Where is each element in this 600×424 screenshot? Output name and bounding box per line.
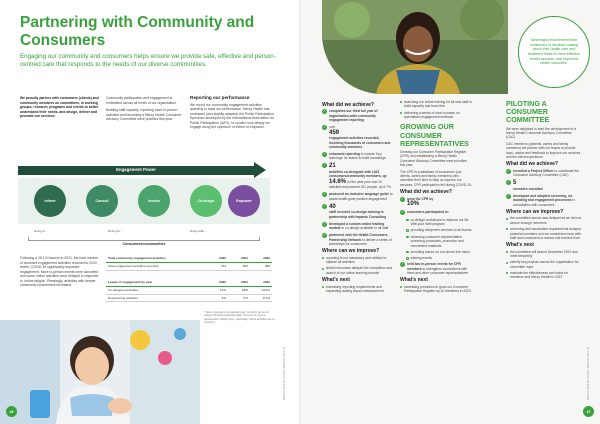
achievement-big-number: 21 <box>329 163 336 170</box>
achievement-lead: over <box>329 125 336 130</box>
achievement-big-number: 459 <box>329 129 340 136</box>
table-header-cell: Levels of engagement by year <box>106 279 206 286</box>
committee-heading: PILOTING A CONSUMER COMMITTEE <box>506 99 550 125</box>
table-header-cell: 2022 <box>250 255 272 262</box>
table-row <box>106 286 272 294</box>
improve-item <box>322 266 394 275</box>
engagement-power-label: Engagement Power <box>116 167 156 172</box>
achievement-body: to include 'key learnings' for teams to build knowledge <box>329 152 386 161</box>
committee-next-text: evaluate the effectiveness and value for members and Mercy Health in 2023 <box>510 270 569 280</box>
table-cell: 18% <box>228 286 250 294</box>
check-icon: ✓ <box>322 192 326 197</box>
achievement-lead: completed our third full year of organisation-wide community engagement reporting <box>329 109 378 123</box>
table-header-cell: 2020 <box>206 255 228 262</box>
participated-sub-item <box>406 228 472 232</box>
committee-body: to coordinate the Consumer Advisory Committee (CAC) <box>513 168 579 178</box>
table-row <box>106 262 272 270</box>
committee-next-heading: What's next <box>506 242 534 249</box>
table-cell: 458 <box>250 262 272 270</box>
check-icon: ✓ <box>322 109 326 114</box>
achievements-column <box>322 100 394 295</box>
committee-para-2: CAC members (patients, carers and family members) will partner with our teams to provide input, advice and feedback to improve our services and the client experience. <box>506 141 581 160</box>
committee-improve-heading: Where can we improve? <box>506 209 564 216</box>
achievement-item <box>322 163 394 189</box>
committee-big-number: 5 <box>513 180 517 187</box>
consumers-label: Consumers/communities <box>122 242 166 246</box>
spectrum-step-empower: Empower <box>228 185 260 217</box>
left-side-caption: MERCY HEALTH ANNUAL REPORT 2021–22 <box>283 346 286 400</box>
participated-item <box>400 210 472 215</box>
achievement-body: staff received co-design training in partnership with Impacts Consulting <box>329 210 387 219</box>
achievement-item <box>322 125 394 149</box>
table-cell: 593 <box>228 262 250 270</box>
bullet-icon <box>506 272 508 274</box>
committee-body: members recruited <box>513 186 543 191</box>
grow-big: 10% <box>407 201 420 208</box>
achievement-body: engagement activities recorded, involving thousands of consumers and community members <box>329 136 391 150</box>
engagement-levels-table <box>106 279 272 302</box>
achievement-item <box>322 109 394 122</box>
achievement-lead: enhanced reporting <box>329 152 360 157</box>
reps-next-item <box>400 285 472 294</box>
spectrum-step-codesign: Co-design <box>190 185 222 217</box>
committee-improve-text: the committee launch was delayed as we did not secure enough members <box>510 216 581 225</box>
participated-sub-item <box>406 250 472 254</box>
participated-sub-item <box>406 256 472 260</box>
participated-lead: consumers participated in: <box>407 210 450 215</box>
achieve-heading: What did we achieve? <box>322 102 374 108</box>
table-header-cell: 2021 <box>228 279 250 286</box>
reps-achieve-heading: What did we achieve? <box>400 189 452 196</box>
circle-bullet-icon <box>406 219 409 222</box>
participation-text <box>106 96 184 122</box>
committee-next-text: the committee will launch December 2022 and meet bimonthly <box>510 249 578 259</box>
check-icon: ✓ <box>506 168 510 173</box>
table-header-cell: 2021 <box>228 255 250 262</box>
table-cell: 14.6% <box>250 286 272 294</box>
committee-improve-text: screening and vaccination requirements delayed potential members and we considered more with staff and consumers to reduce exit barriers from <box>510 227 581 240</box>
table-cell: Total engagement activities recorded <box>106 262 206 270</box>
check-icon: ✓ <box>322 221 326 226</box>
committee-improve-item <box>506 227 582 240</box>
bullet-icon <box>400 112 402 114</box>
achievement-lead: produced an inclusive language guide <box>329 192 389 197</box>
table-cell: 12% <box>206 286 228 294</box>
grow-item <box>400 197 472 208</box>
participated-text: co-design workshops to improve our Be Well your Well program <box>410 217 469 227</box>
reps-next-text: increasing promotion to grow our Consumer Participation Register by 20 members in 2023 <box>404 284 471 294</box>
check-icon: ✓ <box>400 262 404 267</box>
bullet-icon <box>506 218 508 220</box>
bullet-icon <box>506 228 508 230</box>
held-body: to strengthen connections with them and other consumer representatives <box>407 266 469 275</box>
check-icon: ✓ <box>322 152 326 157</box>
participation-para-1: Community participation and engagement is embedded across all levels of our organisation. <box>106 96 177 105</box>
table-header-row <box>106 255 272 262</box>
table-header-cell: Total community engagement activities <box>106 255 206 262</box>
held-item <box>400 262 472 275</box>
table-header-cell: 2022 <box>250 279 272 286</box>
check-icon: ✓ <box>400 210 404 215</box>
achievement-item <box>322 152 394 161</box>
woman-photo <box>322 0 508 94</box>
consumer-reps-heading: GROWING OUR CONSUMER REPRESENTATIVES <box>400 122 469 148</box>
consumers-bracket <box>28 237 260 241</box>
page-title: Partnering with Community and Consumers <box>20 14 255 49</box>
achievement-tail: on the year prior and 20 activities empowered 321 people, up 8.7% <box>329 179 391 190</box>
achievement-body: to deliver a series of workshops for consumers <box>329 237 392 247</box>
reporting-heading: Reporting our performance <box>190 95 250 100</box>
pre-item <box>400 100 472 109</box>
committee-improve-item <box>506 216 582 225</box>
check-icon: ✓ <box>506 193 510 198</box>
consumer-reps-para-2: The CPR is a database of consumers (our clients, carers and family members) who volunteer their time to help us improve our services. CPR participation fell during COVID-19. <box>400 169 472 187</box>
committee-body: in consultation with consumers <box>513 198 575 207</box>
table-cell: Empowering activities <box>106 294 206 302</box>
circle-bullet-icon <box>406 236 409 239</box>
table-header-cell: 2020 <box>206 279 228 286</box>
consumer-reps-para-1: Growing our Consumer Participation Register (CPR) and establishing a Mercy Health Consumer Advisory Committee were priorities this year. <box>400 150 467 168</box>
doing-for-label: Doing for… <box>108 229 124 233</box>
pre-item <box>400 111 472 120</box>
intro-text: Engaging our community and consumers helps ensure we provide safe, effective and person-centred care that responds to the needs of our diverse communities. <box>20 53 276 68</box>
next-item <box>322 285 394 294</box>
reporting-text: We report our community engagement activities quarterly to track our performance. Mercy Health has embraced (and slightly adapted) the Public Participation Spectrum developed by the International Association for Public Participation (IAP2), to monitor how deeply we engage along the spectrum of inform to empower. <box>190 102 274 129</box>
bullet-icon <box>322 286 324 288</box>
achievement-body: activities co-designed with 1323 consumers/community members, up <box>329 170 387 179</box>
achievement-item <box>322 204 394 219</box>
participated-sub-item <box>406 218 472 227</box>
engagement-totals-table <box>106 255 272 271</box>
bullet-icon <box>506 262 508 264</box>
held-lead: held two in-person events for CPR members <box>407 262 461 271</box>
check-icon: ✓ <box>400 196 404 201</box>
pre-text: launching our online training for all new staff to build capacity and learn this <box>404 100 472 109</box>
achievement-lead: developed a custom online training module <box>329 221 385 231</box>
doing-to-label: Doing to… <box>34 229 49 233</box>
achievement-lead: partnered with the Health Consumers Partnership Network <box>329 233 388 242</box>
improve-item <box>322 256 394 265</box>
table-cell: 474 <box>206 262 228 270</box>
partner-text: We proudly partner with consumers (clients) and community members on committees, in working groups, research, programs and events to better understand their needs, and design, deliver and promote our services. <box>20 96 99 118</box>
bullet-icon <box>322 268 324 270</box>
table-cell: 8.7% <box>250 294 272 302</box>
improve-text: reporting is not mandatory and unlikely to capture all activities <box>326 255 387 265</box>
table-cell: Co-designed activities <box>106 286 206 294</box>
next-heading: What's next <box>322 277 350 284</box>
bullet-icon <box>400 286 402 288</box>
table-note: * Note: reporting is by calendar year. Currently we do not collect individual participant data. This picture may be represented multiple times, particularly where activities are re-occurring. <box>204 311 276 324</box>
achievement-item <box>322 233 394 246</box>
committee-column <box>506 100 582 282</box>
participation-para-2: Building staff capacity, reporting more in-person activities and launching a Mercy Health Consumer Advisory Committee were priorities this year. <box>106 108 182 121</box>
improve-heading: Where can we improve? <box>322 248 380 255</box>
check-icon: ✓ <box>506 180 510 185</box>
participated-sub-item <box>406 235 472 248</box>
committee-lead: developed and adopted screening, on-boarding and engagement processes <box>513 193 574 203</box>
grow-lead: grew the CPR by <box>407 196 434 201</box>
achievement-item <box>322 192 394 201</box>
pull-quote: Meaningful involvement from consumers in decision-making about their health care and treatment leads to more effective health services, and improved health outcomes. <box>518 16 590 88</box>
participated-text: training events <box>410 255 433 260</box>
committee-para-1: We were delighted to start the development of a Mercy Health Consumer Advisory Committee (CAC). <box>506 126 576 140</box>
improve-text: limited resources delayed the completion and launch of our online learning module <box>326 266 393 275</box>
committee-next-text: identify key projects across the organisation for committee input <box>510 260 579 269</box>
bullet-icon <box>322 257 324 259</box>
committee-item <box>506 180 582 191</box>
right-page <box>300 0 600 424</box>
consumer-reps-column <box>400 100 472 295</box>
check-icon: ✓ <box>322 233 326 238</box>
bullet-icon <box>506 251 508 253</box>
committee-achieve-heading: What did we achieve? <box>506 161 558 168</box>
check-icon: ✓ <box>322 163 326 168</box>
spectrum-step-consult: Consult <box>86 185 118 217</box>
child-painting-illustration <box>0 320 200 424</box>
committee-next-item <box>506 260 582 269</box>
check-icon: ✓ <box>322 203 326 208</box>
table-cell: 4% <box>206 294 228 302</box>
child-painting-photo <box>0 320 200 424</box>
achievement-body: in co-design available to all staff <box>341 226 389 231</box>
committee-next-item <box>506 250 582 259</box>
bullet-icon <box>400 101 402 103</box>
committee-lead: recruited a Project Officer <box>513 168 554 173</box>
circle-bullet-icon <box>406 257 409 260</box>
participated-text: reviewing consumer representative screening processes, promotion and recruitment materials <box>410 234 464 248</box>
achievement-big-number: 40 <box>329 203 336 210</box>
participated-text: providing interpreter services to all events <box>410 228 472 233</box>
achievement-body: to assist health-giver positive engagement <box>329 192 393 201</box>
participated-text: providing advice on our phone line menu <box>410 249 470 254</box>
page-number-left: 46 <box>6 406 17 417</box>
committee-item <box>506 194 582 207</box>
table-row <box>106 294 272 302</box>
doing-with-label: Doing with… <box>190 229 208 233</box>
arrow-head <box>254 162 266 178</box>
achievement-item <box>322 222 394 231</box>
reps-next-heading: What's next <box>400 277 428 284</box>
woman-illustration <box>322 0 508 94</box>
covid-text: Following a 28.1% bounce in 2021, the total number of recorded engagement activities returned to 2020 levels. COVID-19 significantly impacted engagement. More in-person events were cancelled and some online activities were delayed in response to 'online fatigue'. Pleasingly, activities with deeper community involvement increased. <box>20 256 99 287</box>
reporting-section <box>190 96 274 130</box>
pre-text: delivering a series of short courses on specialised engagement methods <box>404 110 460 120</box>
next-text: Increasing reporting requirements and expanding adding impact measurement <box>326 284 384 294</box>
circle-bullet-icon <box>406 229 409 232</box>
page-number-right: 47 <box>583 406 594 417</box>
table-cell: 6% <box>228 294 250 302</box>
achievement-big-percent: 14.6% <box>329 178 347 185</box>
spectrum-step-inform: Inform <box>34 185 66 217</box>
committee-next-item <box>506 271 582 280</box>
check-icon: ✓ <box>322 125 326 130</box>
committee-item <box>506 169 582 178</box>
right-side-caption: MERCY HEALTH ANNUAL REPORT 2021–22 <box>587 346 590 400</box>
table-header-row <box>106 279 272 286</box>
circle-bullet-icon <box>406 251 409 254</box>
spectrum-step-involve: Involve <box>138 185 170 217</box>
